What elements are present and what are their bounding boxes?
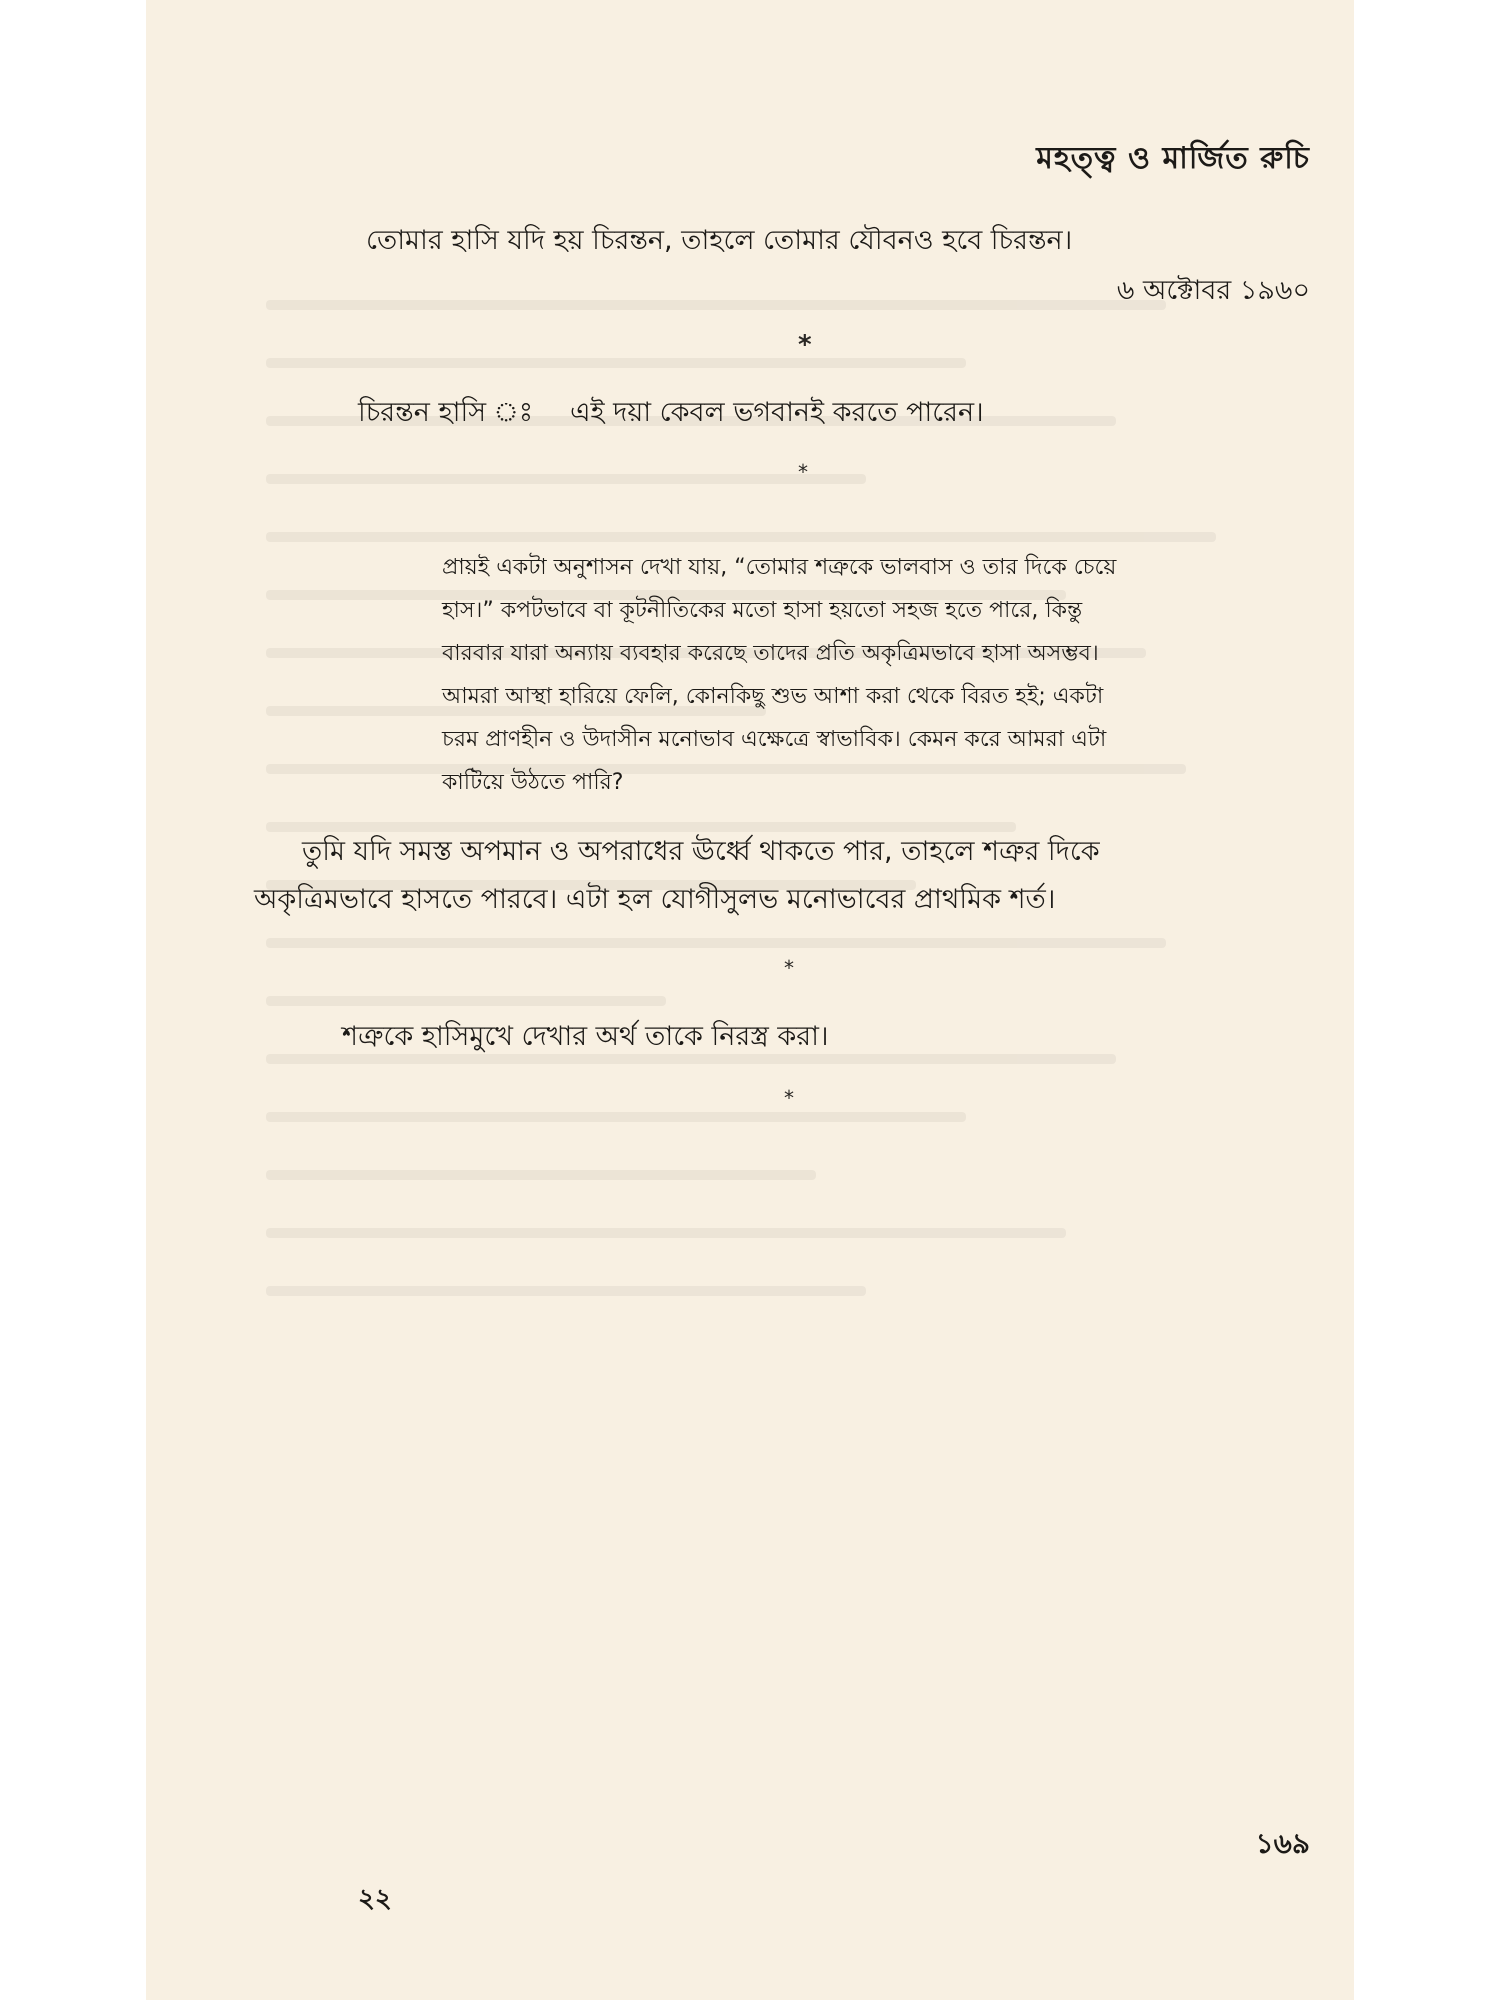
signature-mark: ২২ — [358, 1884, 392, 1914]
bleed-through-shadow — [266, 300, 1266, 1600]
question-line: চরম প্রাণহীন ও উদাসীন মনোভাব এক্ষেত্রে স্বাভাবিক। কেমন করে আমরা এটা — [442, 727, 1107, 752]
answer-line: তুমি যদি সমস্ত অপমান ও অপরাধের ঊর্ধ্বে থাকতে পার, তাহলে শত্রুর দিকে — [302, 836, 1100, 867]
answer-line: অকৃত্রিমভাবে হাসতে পারবে। এটা হল যোগীসুলভ মনোভাবের প্রাথমিক শর্ত। — [254, 884, 1056, 915]
question-line: প্রায়ই একটা অনুশাসন দেখা যায়, “তোমার শত্রুকে ভালবাস ও তার দিকে চেয়ে — [442, 555, 1117, 580]
question-line: কাটিয়ে উঠতে পারি? — [442, 770, 624, 795]
question-line: বারবার যারা অন্যায় ব্যবহার করেছে তাদের প্রতি অকৃত্রিমভাবে হাসা অসম্ভব। — [442, 641, 1099, 666]
eternal-smile-answer: এই দয়া কেবল ভগবানই করতে পারেন। — [570, 397, 984, 428]
section-separator-star: * — [784, 1086, 794, 1110]
eternal-smile-heading: চিরন্তন হাসি ঃ — [358, 397, 534, 428]
running-title: মহত্ত্ব ও মার্জিত রুচি — [1036, 141, 1310, 176]
question-line: হাস।” কপটভাবে বা কূটনীতিকের মতো হাসা হয়তো সহজ হতে পারে, কিন্তু — [442, 598, 1083, 623]
date-line: ৬ অক্টোবর ১৯৬০ — [1116, 275, 1310, 306]
question-paragraph — [442, 546, 1288, 804]
section-separator-star: * — [798, 460, 808, 484]
disarm-enemy-line: শত্রুকে হাসিমুখে দেখার অর্থ তাকে নিরস্ত্র করা। — [342, 1021, 829, 1052]
answer-paragraph — [254, 828, 1290, 924]
page-number: ১৬৯ — [1255, 1827, 1310, 1860]
section-separator-star: * — [784, 956, 794, 980]
book-page — [146, 0, 1354, 2000]
section-separator-star: * — [798, 330, 812, 360]
question-line: আমরা আস্থা হারিয়ে ফেলি, কোনকিছু শুভ আশা করা থেকে বিরত হই; একটা — [442, 684, 1104, 709]
eternal-smile-line: তোমার হাসি যদি হয় চিরন্তন, তাহলে তোমার যৌবনও হবে চিরন্তন। — [366, 225, 1073, 256]
